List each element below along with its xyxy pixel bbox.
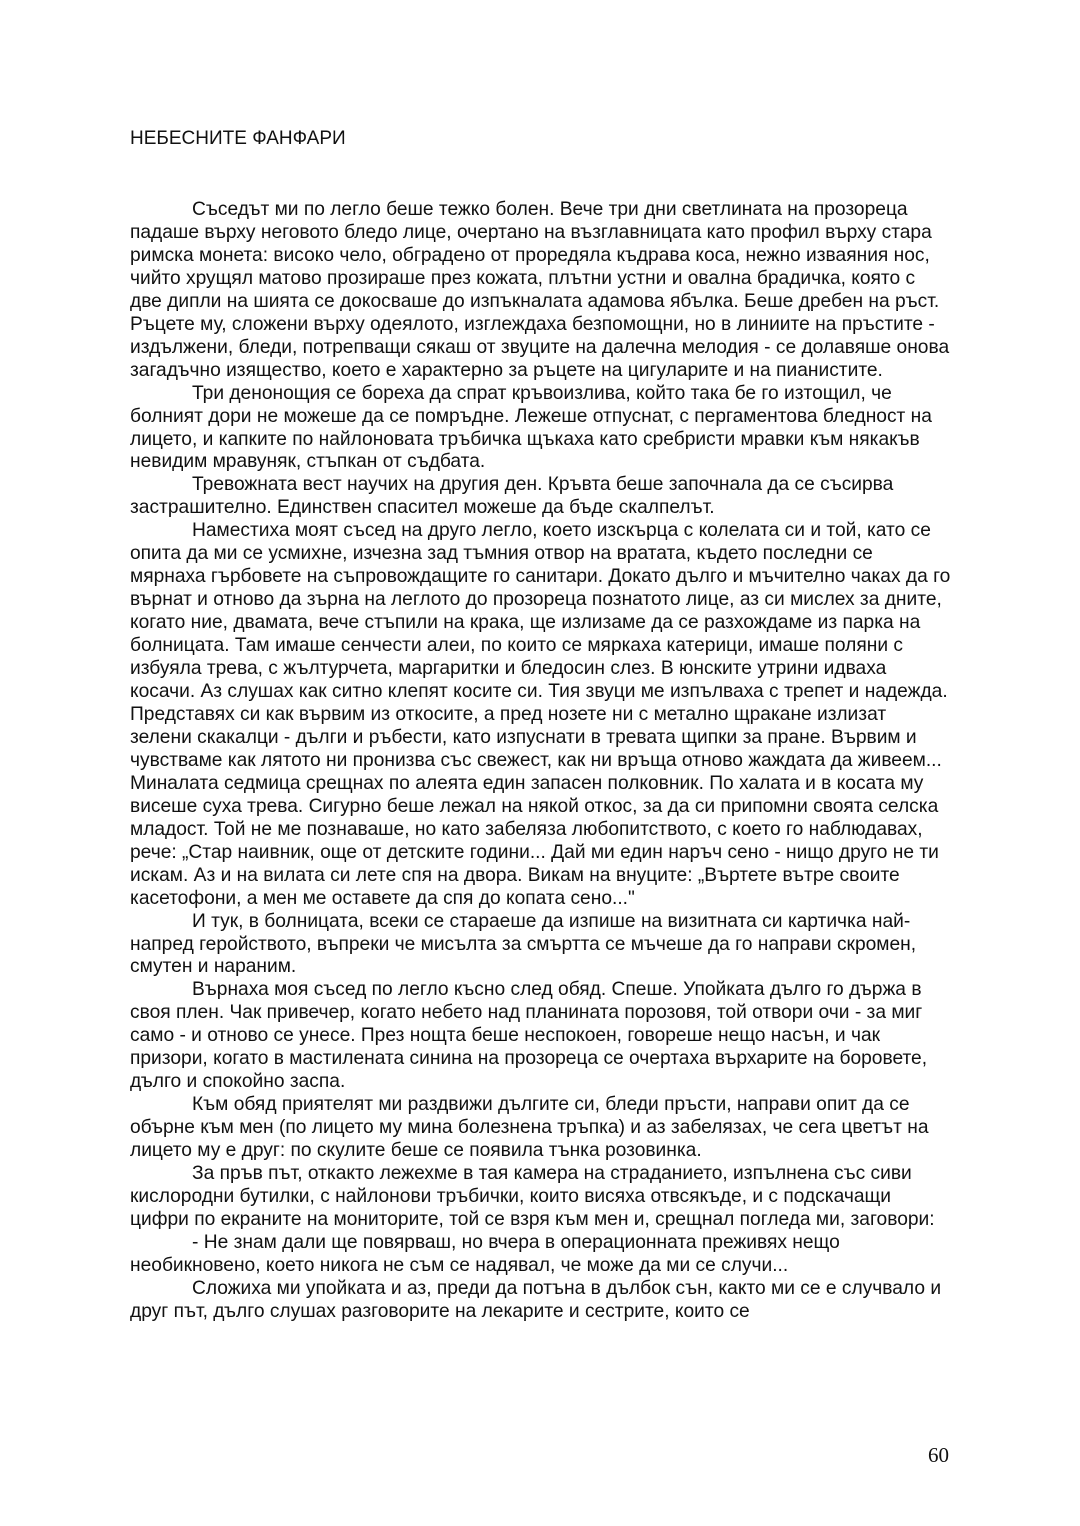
- paragraph: Тревожната вест научих на другия ден. Кръвта беше започнала да се съсирва застрашително. Единствен спасител можеше да бъде скалпелът.: [130, 474, 894, 519]
- document-body: [130, 199, 952, 1324]
- paragraph: И тук, в болницата, всеки се стараеше да изпише на визитната си картичка най-напред геройството, въпреки че мисълта за смъртта се мъчеше да го направи скромен, смутен и нараним.: [130, 910, 917, 978]
- paragraph: Наместиха моят съсед на друго легло, което изскърца с колелата си и той, като се опита да ми се усмихне, изчезна зад тъмния отвор на вратата, където последни се мярнаха гърбовете на съпровождащите го санитари. Докато дълго и мъчително чаках да го върнат и отново да зърна на леглото до прозореца познатото лице, аз си мислех за дните, когато ние, двамата, вече стъпили на крака, ще излизаме да се разхождаме из парка на болницата. Там имаше сенчести алеи, по които се мяркаха катерици, имаше поляни с избуяла трева, с жълтурчета, маргаритки и бледосин слез. В юнските утрини идваха косачи. Аз слушах как ситно клепят косите си. Тия звуци ме изпълваха с трепет и надежда. Представях си как вървим из откосите, а пред нозете ни с метално щракане излизат зелени скакалци - дълги и ръбести, като изпуснати в тревата щипки за пране. Вървим и чувстваме как лятото ни пронизва със свежест, как ни връща отново жаждата да живеем... Миналата седмица срещнах по алеята един запасен полковник. По халата и в косата му висеше суха трева. Сигурно беше лежал на някой откос, за да си припомни своята селска младост. Той не ме познаваше, но като забеляза любопитството, с което го наблюдавах, рече: „Стар наивник, още от детските години... Дай ми един наръч сено - нищо друго не ти искам. Аз и на вилата си лете спя на двора. Викам на внуците: „Въртете вътре своите касетофони, а мен ме оставете да спя до копата сено...": [130, 520, 951, 909]
- paragraph: Сложиха ми упойката и аз, преди да потъна в дълбок сън, както ми се е случвало и друг път, дълго слушах разговорите на лекарите и сестрите, които се: [130, 1277, 942, 1322]
- paragraph: - Не знам дали ще повярваш, но вчера в операционната преживях нещо необикновено, което никога не съм се надявал, че може да ми се случи...: [130, 1231, 840, 1276]
- paragraph: За пръв път, откакто лежехме в тая камера на страданието, изпълнена със сиви кислородни бутилки, с найлонови тръбички, които висяха отвсякъде, и с подскачащи цифри по екраните на мониторите, той се взря към мен и, срещнал погледа ми, заговори:: [130, 1163, 935, 1230]
- paragraph: Към обяд приятелят ми раздвижи дългите си, бледи пръсти, направи опит да се обърне към мен (по лицето му мина болезнена тръпка) и аз забелязах, че сега цветът на лицето му е друг: по скулите беше се появила тънка розовинка.: [130, 1094, 929, 1162]
- paragraph: Три денонощия се бореха да спрат кръвоизлива, който така бе го изтощил, че болният дори не можеше да се помръдне. Лежеше отпуснат, с пергаментова бледност на лицето, и капките по найлоновата тръбичка щъкаха като сребристи мравки към някакъв невидим мравуняк, стъпкан от съдбата.: [130, 382, 932, 473]
- paragraph: Върнаха моя съсед по легло късно след обяд. Спеше. Упойката дълго го държа в своя плен. Чак привечер, когато небето над планината порозовя, той отвори очи - за миг само - и отново се унесе. През нощта беше неспокоен, говореше нещо насън, и чак призори, когато в мастилената синина на прозореца се очертаха върхарите на боровете, дълго и спокойно заспа.: [130, 979, 928, 1093]
- document-title: НЕБЕСНИТЕ ФАНФАРИ: [130, 128, 346, 149]
- paragraph: Съседът ми по легло беше тежко болен. Вече три дни светлината на прозореца падаше върху неговото бледо лице, очертано на възглавницата като профил върху стара римска монета: високо чело, обградено от проредяла къдрава коса, нежно изваяния нос, чийто хрущял матово прозираше през кожата, плътни устни и овална брадичка, която с две дипли на шията се докосваше до изпъкналата адамова ябълка. Беше дребен на ръст. Ръцете му, сложени върху одеялото, изглеждаха безпомощни, но в линиите на пръстите - издължени, бледи, потрепващи сякаш от звуците на далечна мелодия - се долавяше онова загадъчно изящество, което е характерно за ръцете на цигуларите и на пианистите.: [130, 199, 950, 381]
- page-number: 60: [928, 1443, 949, 1467]
